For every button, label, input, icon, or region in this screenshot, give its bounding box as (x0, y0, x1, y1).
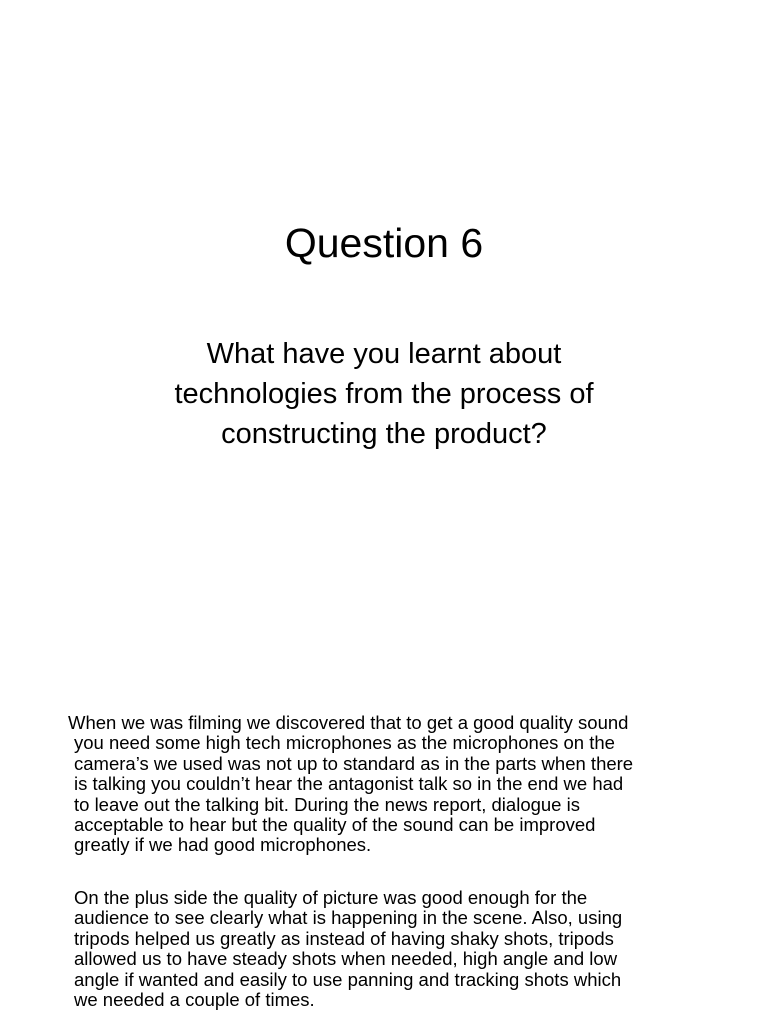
slide-subtitle (118, 334, 650, 454)
paragraph-line: allowed us to have steady shots when needed, high angle and low (74, 948, 618, 970)
paragraph-line: is talking you couldn’t hear the antagonist talk so in the end we had (74, 773, 624, 795)
paragraph-line: greatly if we had good microphones. (74, 834, 372, 856)
paragraph-line: you need some high tech microphones as the microphones on the (74, 732, 615, 754)
body-paragraph-picture (74, 888, 760, 1010)
slide-title: Question 6 (284, 220, 484, 266)
paragraph-line: camera’s we used was not up to standard as in the parts when there (74, 752, 634, 774)
body-paragraph-sound (68, 713, 754, 856)
subtitle-line: technologies from the process of (174, 378, 594, 410)
paragraph-line: When we was filming we discovered that to get a good quality sound (68, 712, 629, 733)
paragraph-line: tripods helped us greatly as instead of having shaky shots, tripods (74, 927, 614, 949)
paragraph-line: acceptable to hear but the quality of the sound can be improved (74, 814, 596, 836)
subtitle-line: What have you learnt about (206, 338, 562, 370)
paragraph-line: we needed a couple of times. (74, 989, 315, 1011)
paragraph-line: audience to see clearly what is happening in the scene. Also, using (74, 907, 623, 929)
paragraph-line: to leave out the talking bit. During the news report, dialogue is (74, 793, 580, 815)
subtitle-line: constructing the product? (221, 418, 547, 450)
paragraph-line: On the plus side the quality of picture was good enough for the (74, 887, 588, 908)
paragraph-line: angle if wanted and easily to use panning and tracking shots which (74, 968, 622, 990)
